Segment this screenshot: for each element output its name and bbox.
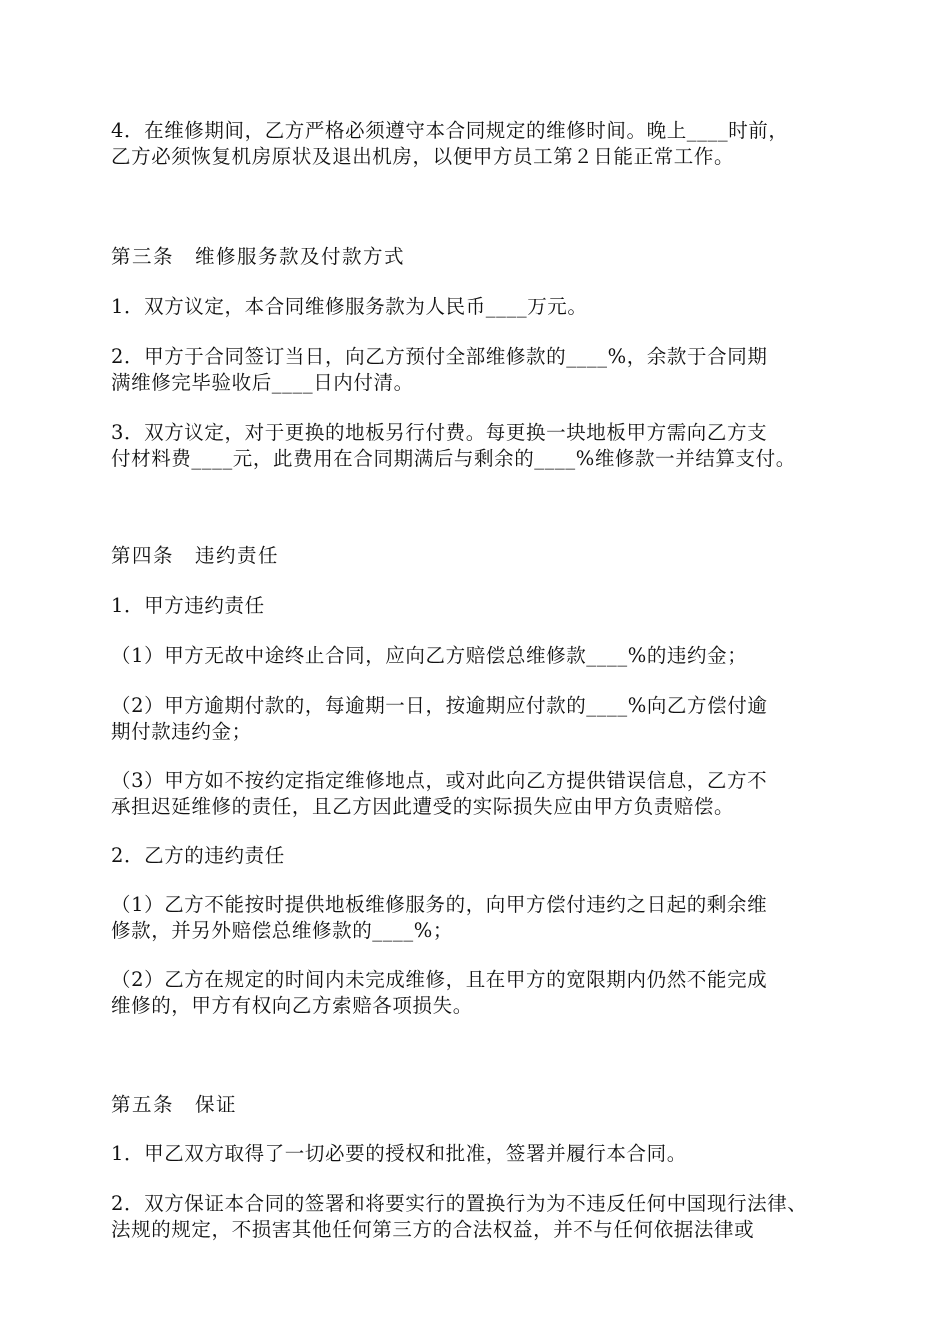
- section-heading: 第四条 违约责任: [111, 544, 280, 567]
- text-line: 满维修完毕验收后____日内付清。: [111, 371, 414, 394]
- text-line: 法规的规定，不损害其他任何第三方的合法权益，并不与任何依据法律或: [111, 1218, 755, 1241]
- text-line: 2．甲方于合同签订当日，向乙方预付全部维修款的____%，余款于合同期: [111, 345, 768, 368]
- text-line: （3）甲方如不按约定指定维修地点，或对此向乙方提供错误信息，乙方不: [111, 769, 768, 792]
- text-line: 承担迟延维修的责任，且乙方因此遭受的实际损失应由甲方负责赔偿。: [111, 795, 735, 818]
- section-heading: 第五条 保证: [111, 1093, 238, 1116]
- text-line: （1）甲方无故中途终止合同，应向乙方赔偿总维修款____%的违约金；: [111, 644, 748, 667]
- text-line: 4．在维修期间，乙方严格必须遵守本合同规定的维修时间。晚上____时前，: [111, 119, 789, 142]
- text-line: （2）甲方逾期付款的，每逾期一日，按逾期应付款的____%向乙方偿付逾: [111, 694, 768, 717]
- text-line: 维修的，甲方有权向乙方索赔各项损失。: [111, 994, 473, 1017]
- text-line: 3．双方议定，对于更换的地板另行付费。每更换一块地板甲方需向乙方支: [111, 421, 768, 444]
- text-line: （1）乙方不能按时提供地板维修服务的，向甲方偿付违约之日起的剩余维: [111, 893, 768, 916]
- text-line: 1．甲乙双方取得了一切必要的授权和批准，签署并履行本合同。: [111, 1142, 687, 1165]
- section-heading: 第三条 维修服务款及付款方式: [111, 245, 406, 268]
- text-line: （2）乙方在规定的时间内未完成维修，且在甲方的宽限期内仍然不能完成: [111, 968, 768, 991]
- text-line: 1．双方议定，本合同维修服务款为人民币____万元。: [111, 295, 588, 318]
- text-line: 期付款违约金；: [111, 720, 252, 743]
- text-line: 付材料费____元，此费用在合同期满后与剩余的____%维修款一并结算支付。: [111, 447, 796, 470]
- text-line: 乙方必须恢复机房原状及退出机房，以便甲方员工第２日能正常工作。: [111, 145, 735, 168]
- text-line: 2．双方保证本合同的签署和将要实行的置换行为为不违反任何中国现行法律、: [111, 1192, 808, 1215]
- text-line: 1．甲方违约责任: [111, 594, 265, 617]
- text-line: 修款，并另外赔偿总维修款的____%；: [111, 919, 453, 942]
- text-line: 2．乙方的违约责任: [111, 844, 285, 867]
